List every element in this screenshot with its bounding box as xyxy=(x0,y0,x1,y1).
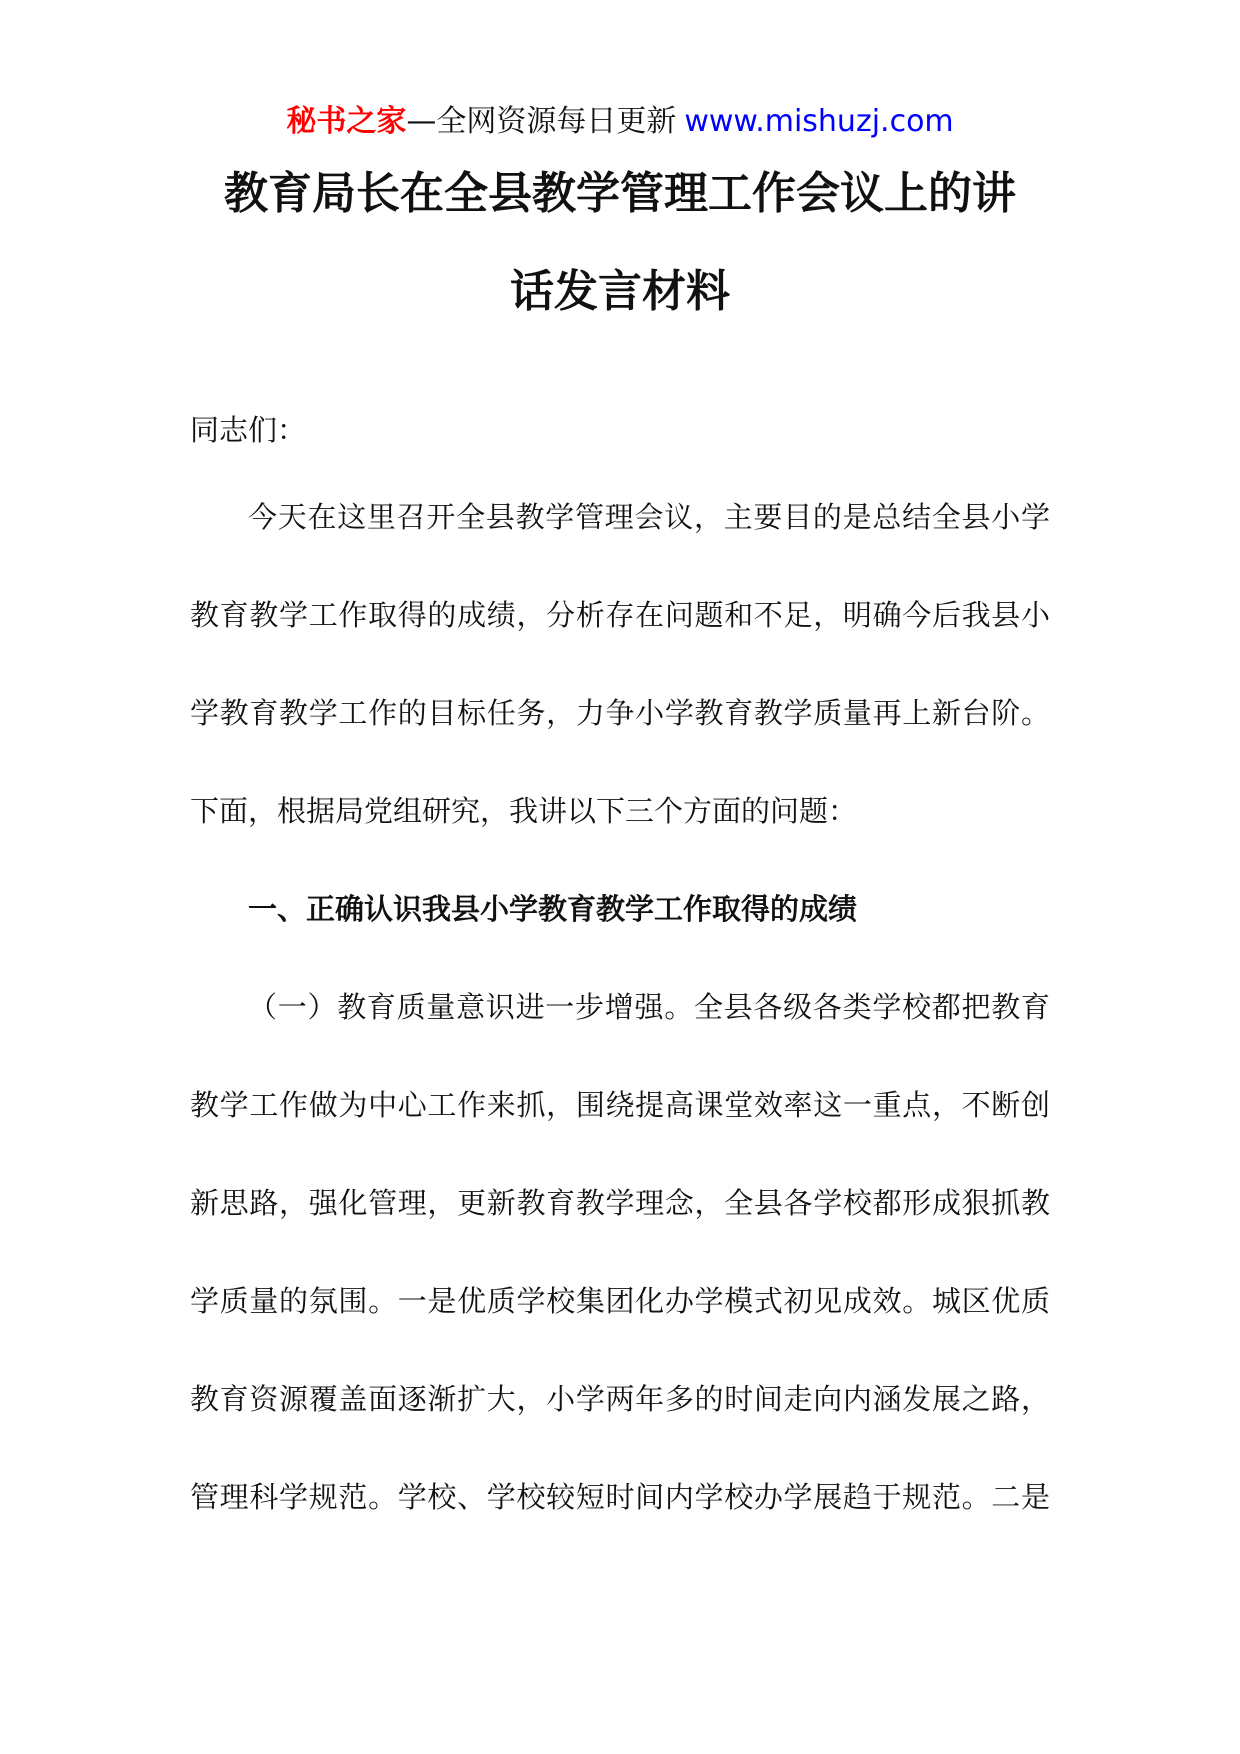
brand-name: 秘书之家 xyxy=(286,104,407,139)
intro-line: 下面，根据局党组研究，我讲以下三个方面的问题： xyxy=(190,794,858,828)
document-title-line-2: 话发言材料 xyxy=(510,266,730,317)
section-paragraph-line: 新思路，强化管理，更新教育教学理念，全县各学校都形成狠抓教 xyxy=(190,1186,1050,1220)
section-paragraph-line: 教学工作做为中心工作来抓，围绕提高课堂效率这一重点，不断创 xyxy=(190,1088,1050,1122)
section-paragraph-line: 教育资源覆盖面逐渐扩大，小学两年多的时间走向内涵发展之路， xyxy=(190,1382,1050,1416)
document-title-line-1: 教育局长在全县教学管理工作会议上的讲 xyxy=(224,168,1016,219)
section-paragraph-line: 学质量的氛围。一是优质学校集团化办学模式初见成效。城区优质 xyxy=(190,1284,1050,1318)
intro-line: 今天在这里召开全县教学管理会议，主要目的是总结全县小学 xyxy=(248,500,1050,534)
section-paragraph-line: 管理科学规范。学校、学校较短时间内学校办学展趋于规范。二是 xyxy=(190,1480,1050,1514)
section-paragraph-line: （一）教育质量意识进一步增强。全县各级各类学校都把教育 xyxy=(248,990,1050,1024)
section-heading: 一、正确认识我县小学教育教学工作取得的成绩 xyxy=(248,892,858,926)
intro-line: 教育教学工作取得的成绩，分析存在问题和不足，明确今后我县小 xyxy=(190,598,1050,632)
salutation: 同志们： xyxy=(190,413,307,447)
site-header-banner xyxy=(0,100,1240,144)
intro-line: 学教育教学工作的目标任务，力争小学教育教学质量再上新台阶。 xyxy=(190,696,1050,730)
site-url-link[interactable]: www.mishuzj.com xyxy=(684,104,954,139)
header-tagline: —全网资源每日更新 xyxy=(406,104,677,139)
